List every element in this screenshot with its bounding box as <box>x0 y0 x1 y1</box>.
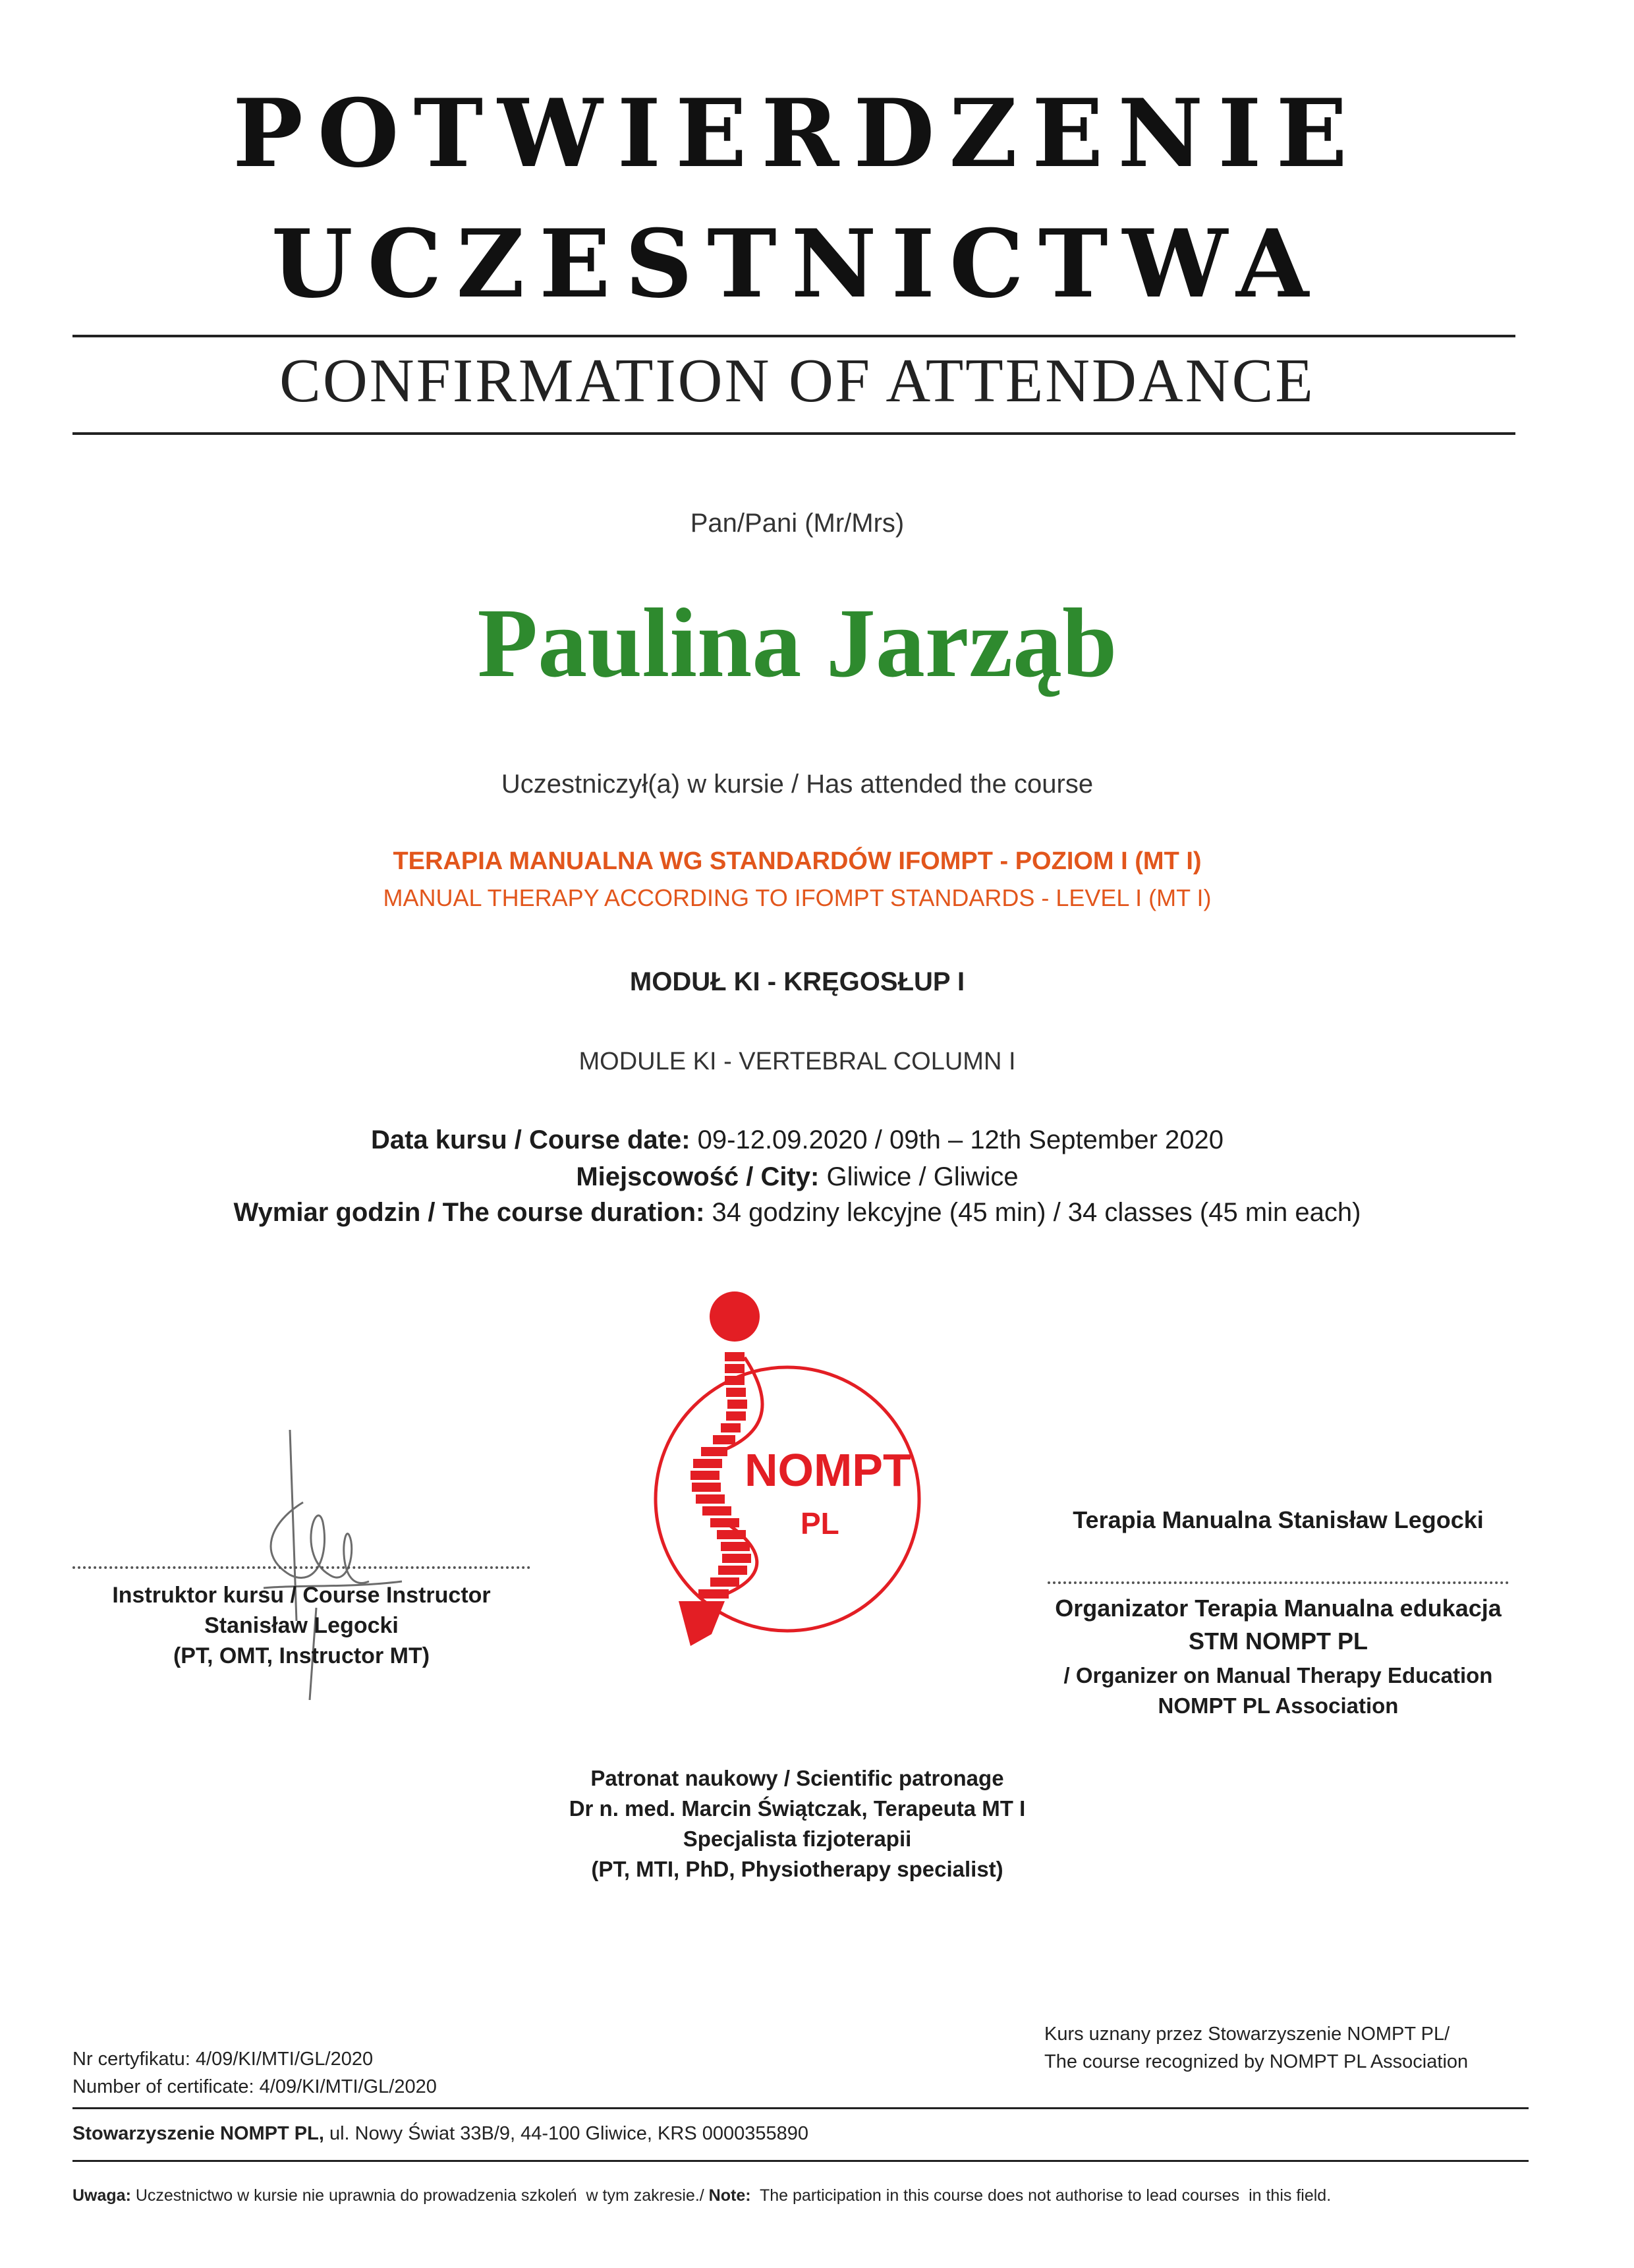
course-city-label: Miejscowość / City: <box>576 1162 820 1191</box>
nompt-logo <box>652 1285 936 1667</box>
instructor-role: Instruktor kursu / Course Instructor <box>112 1583 491 1608</box>
organizer-line-1: Organizator Terapia Manualna edukacja <box>1055 1595 1502 1622</box>
module-en: MODULE KI - VERTEBRAL COLUMN I <box>578 1048 1016 1075</box>
certificate-number-en: Number of certificate: 4/09/KI/MTI/GL/2020 <box>72 2076 437 2097</box>
title-rule-top <box>72 335 1515 337</box>
logo-ring <box>656 1367 919 1631</box>
logo-text-pl: PL <box>801 1506 839 1541</box>
organizer-line-2: STM NOMPT PL <box>1189 1628 1368 1655</box>
course-duration-row <box>0 1198 1594 1228</box>
footer-association-name: Stowarzyszenie NOMPT PL, <box>72 2123 324 2144</box>
footer-note-en: The participation in this course does not authorise to lead courses in this field. <box>750 2186 1332 2205</box>
course-city-value: Gliwice / Gliwice <box>826 1162 1019 1191</box>
course-name-en: MANUAL THERAPY ACCORDING TO IFOMPT STANDARDS - LEVEL I (MT I) <box>383 884 1212 911</box>
footer-note <box>72 2186 1331 2205</box>
course-name-pl: TERAPIA MANUALNA WG STANDARDÓW IFOMPT - POZIOM I (MT I) <box>393 847 1202 875</box>
instructor-signature-line <box>72 1566 530 1569</box>
logo-dot <box>710 1291 760 1342</box>
organizer-block <box>1028 1592 1529 1658</box>
instructor-name: Stanisław Legocki <box>204 1613 399 1638</box>
instructor-credentials: (PT, OMT, Instructor MT) <box>173 1643 430 1668</box>
footer-association-address: ul. Nowy Świat 33B/9, 44-100 Gliwice, KRS 0000355890 <box>324 2123 809 2144</box>
course-duration-label: Wymiar godzin / The course duration: <box>233 1198 705 1227</box>
nompt-logo-graphic <box>652 1285 936 1667</box>
recognition-line-2: The course recognized by NOMPT PL Association <box>1044 2051 1469 2072</box>
footer-rule-top <box>72 2107 1529 2109</box>
title-line-1: POTWIERDZENIE <box>233 79 1362 188</box>
certificate-number-pl: Nr certyfikatu: 4/09/KI/MTI/GL/2020 <box>72 2049 374 2070</box>
attended-text: Uczestniczył(a) w kursie / Has attended the course <box>501 770 1094 799</box>
title-rule-bottom <box>72 432 1515 435</box>
organizer-line-4: NOMPT PL Association <box>1158 1693 1399 1718</box>
footer-rule-bottom <box>72 2160 1529 2162</box>
footer-note-label-pl: Uwaga: <box>72 2186 131 2205</box>
logo-spine <box>679 1352 751 1646</box>
organizer-block-en <box>1028 1660 1529 1721</box>
logo-text-nompt: NOMPT <box>745 1444 911 1496</box>
patronage-specialty: Specjalista fizjoterapii <box>683 1827 912 1851</box>
recognition-line-1: Kurs uznany przez Stowarzyszenie NOMPT PL/ <box>1044 2024 1450 2045</box>
course-date-row <box>0 1125 1594 1155</box>
certificate-number-block <box>72 2045 437 2101</box>
footer-association <box>72 2123 808 2145</box>
module-pl: MODUŁ KI - KRĘGOSŁUP I <box>629 967 965 996</box>
footer-note-pl: Uczestnictwo w kursie nie uprawnia do prowadzenia szkoleń w tym zakresie./ <box>130 2186 704 2205</box>
patronage-name: Dr n. med. Marcin Świątczak, Terapeuta MT I <box>569 1796 1026 1821</box>
patronage-credentials: (PT, MTI, PhD, Physiotherapy specialist) <box>591 1857 1003 1881</box>
participant-name: Paulina Jarząb <box>477 588 1117 698</box>
recognition-block <box>1044 2020 1468 2076</box>
course-city-row <box>0 1162 1594 1192</box>
organizer-signature-line <box>1048 1581 1509 1584</box>
footer-note-label-en: Note: <box>704 2186 751 2205</box>
title-line-2: UCZESTNICTWA <box>271 210 1324 319</box>
patronage-title: Patronat naukowy / Scientific patronage <box>590 1766 1004 1790</box>
patronage-block <box>0 1763 1594 1885</box>
course-date-value: 09-12.09.2020 / 09th – 12th September 2020 <box>697 1125 1224 1154</box>
course-date-label: Data kursu / Course date: <box>370 1125 690 1154</box>
salutation: Pan/Pani (Mr/Mrs) <box>690 509 905 538</box>
course-duration-value: 34 godziny lekcyjne (45 min) / 34 classes (45 min each) <box>712 1198 1361 1227</box>
organizer-company: Terapia Manualna Stanisław Legocki <box>1073 1506 1484 1533</box>
organizer-line-3: / Organizer on Manual Therapy Education <box>1063 1663 1493 1687</box>
instructor-block <box>72 1580 530 1671</box>
subtitle: CONFIRMATION OF ATTENDANCE <box>279 347 1315 415</box>
